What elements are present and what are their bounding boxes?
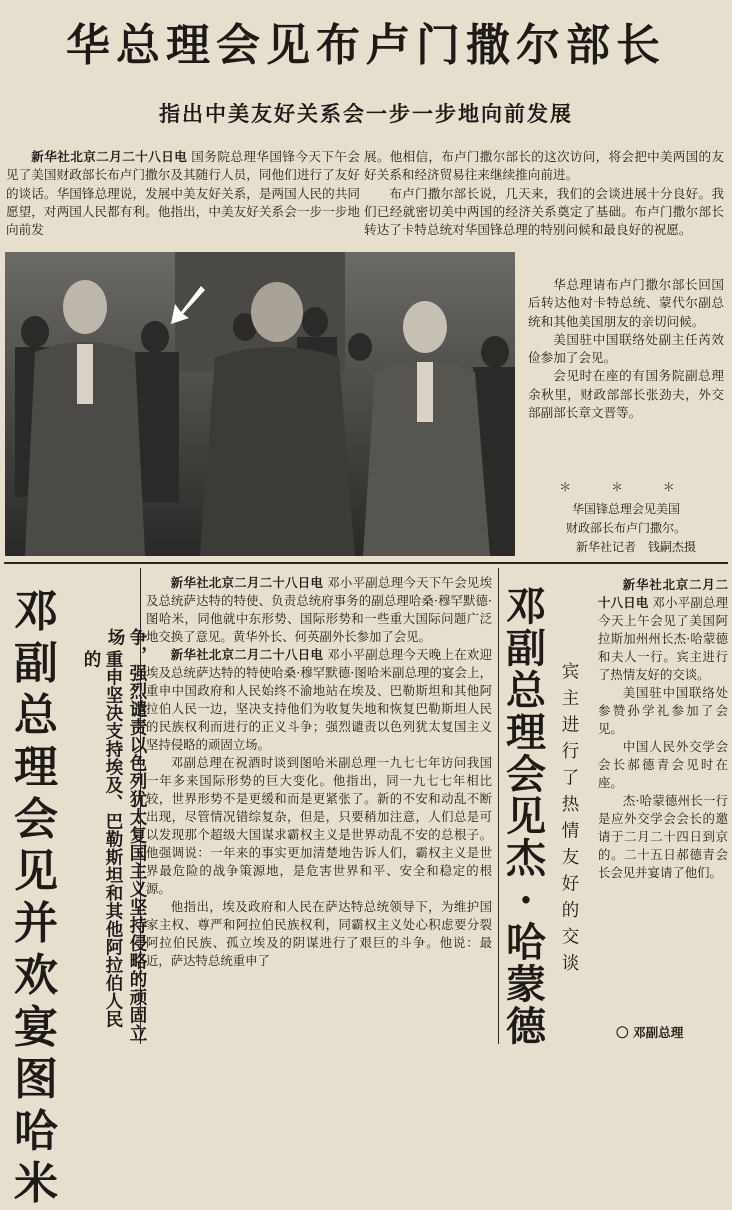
article3-p3: 中国人民外交学会会长郝德青会见时在座。 xyxy=(598,739,728,790)
photo-caption xyxy=(528,500,724,557)
article1-right-column xyxy=(364,148,724,239)
article2-p1: 邓小平副总理今天下午会见埃及总统萨达特的特使、负责总统府事务的副总理哈桑·穆罕默德·图哈米，同他就中东形势、国际形势和一些重大国际问题广泛地交换了意见。黄华外长、何英副外长参加了会见。 xyxy=(146,575,492,644)
article2-dateline: 新华社北京二月二十八日电 xyxy=(170,575,324,590)
article1-narrow-p3: 会见时在座的有国务院副总理余秋里，财政部部长张劲夫，外交部副部长章文晋等。 xyxy=(528,368,724,421)
headline-deng-meets-hammond: 邓 副 总 理 会 见 杰 · 哈 蒙 德 xyxy=(506,583,546,1050)
article1-narrow-p2: 美国驻中国联络处副主任芮效俭参加了会见。 xyxy=(528,331,724,366)
article3-p4: 杰·哈蒙德州长一行是应外交学会会长的邀请于二月二十四日到京的。二十五日郝德青会长会见并宴请了他们。 xyxy=(598,793,728,880)
vertical-divider-right xyxy=(498,568,499,1044)
article2-p4: 他指出，埃及政府和人民在萨达特总统领导下，为维护国家主权、尊严和阿拉伯民族权利，同霸权主义处心积虑要分裂阿拉伯民族、孤立埃及的阴谋进行了艰巨的斗争。他说：最近，萨达特总统重申了 xyxy=(146,899,492,968)
article1-right-p2: 布卢门撒尔部长说，几天来，我们的会谈进展十分良好。我们已经就密切美中两国的经济关系奠定了基础。布卢门撒尔部长转达了卡特总统对华国锋总理的特别问候和最良好的祝愿。 xyxy=(364,185,724,238)
photo-hua-blumenthal xyxy=(5,252,515,556)
photo-illustration xyxy=(5,252,515,556)
article3-p2: 美国驻中国联络处参赞孙学礼参加了会见。 xyxy=(598,685,728,736)
caption-line-2: 财政部长布卢门撒尔。 xyxy=(565,521,686,535)
article3-footer: 〇 邓副总理 xyxy=(616,1025,684,1040)
article2-p3: 邓副总理在祝酒时谈到图哈米副总理一九七七年访问我国一年多来国际形势的巨大变化。他指出，同一九七七年相比较，世界形势不是更缓和而是更紧张了。新的不安和动乱不断出现，尽管情况错综复杂，但是，只要稍加注意，人们总是可以发现那个超级大国谋求霸权主义是世界动乱不安的总根子。他强调说：一年来的事实更加清楚地告诉人们，霸权主义是世界最危险的战争策源地，是危害世界和平、安全和稳定的根源。 xyxy=(146,755,492,896)
article2-dateline-2: 新华社北京二月二十八日电 xyxy=(170,647,324,662)
section-stars: ＊ ＊ ＊ xyxy=(559,480,693,494)
horizontal-divider xyxy=(4,562,728,564)
subheadline-col-2: 重申坚决支持埃及、巴勒斯坦和其他阿拉伯人民的 xyxy=(81,650,123,1028)
article1-narrow-column xyxy=(528,276,724,422)
article1-narrow-p1: 华总理请布卢门撒尔部长回国后转达他对卡特总统、蒙代尔副总统和其他美国朋友的亲切问候。 xyxy=(528,277,724,329)
article3-p1: 邓小平副总理今天上午会见了美国阿拉斯加州州长杰·哈蒙德和夫人一行。宾主进行了热情友好的交谈。 xyxy=(598,595,729,682)
article1-dateline: 新华社北京二月二十八日电 xyxy=(31,149,188,164)
article3-dateline: 新华社北京二月二十八日电 xyxy=(598,577,728,610)
caption-credit: 新华社记者 钱嗣杰摄 xyxy=(575,540,696,554)
headline-deng-meets-tuhami: 邓 副 总 理 会 见 并 欢 宴 图 哈 米 xyxy=(14,586,58,1209)
article1-left-text: 国务院总理华国锋今天下午会见了美国财政部长布卢门撒尔及其随行人员，同他们进行了友好的谈话。华国锋总理说，发展中美友好关系，是两国人民的共同愿望，对两国人民都有利。他指出，中美友好关系会一步一步地向前发 xyxy=(6,149,361,238)
headline-hua-meets-blumenthal: 华总理会见布卢门撒尔部长 xyxy=(66,20,666,71)
article1-right-top: 展。他相信，布卢门撒尔部长的这次访问，将会把中美两国的友好关系和经济贸易往来继续推向前进。 xyxy=(364,149,724,183)
subheadline-hammond: 宾主进行了热情友好的交谈 xyxy=(559,662,579,980)
caption-line-1: 华国锋总理会见美国 xyxy=(571,502,680,516)
article2-p2: 邓小平副总理今天晚上在欢迎埃及总统萨达特的特使哈桑·穆罕默德·图哈米副总理的宴会上，重申中国政府和人民始终不渝地站在埃及、巴勒斯坦和其他阿拉伯人民一边，坚决支持他们为收复失地和恢复巴勒斯坦人民的民族权利而进行的正义斗争；强烈谴责以色列犹太复国主义坚持侵略的顽固立场。 xyxy=(146,647,492,752)
subheadline-sino-us-relations: 指出中美友好关系会一步一步地向前发展 xyxy=(159,101,573,126)
subheadline-col-1: 争，强烈谴责以色列犹太复国主义坚持侵略的顽固立场 xyxy=(105,628,147,1042)
article2-body xyxy=(146,574,492,970)
article1-left-column xyxy=(6,148,360,239)
article3-body xyxy=(598,576,728,882)
